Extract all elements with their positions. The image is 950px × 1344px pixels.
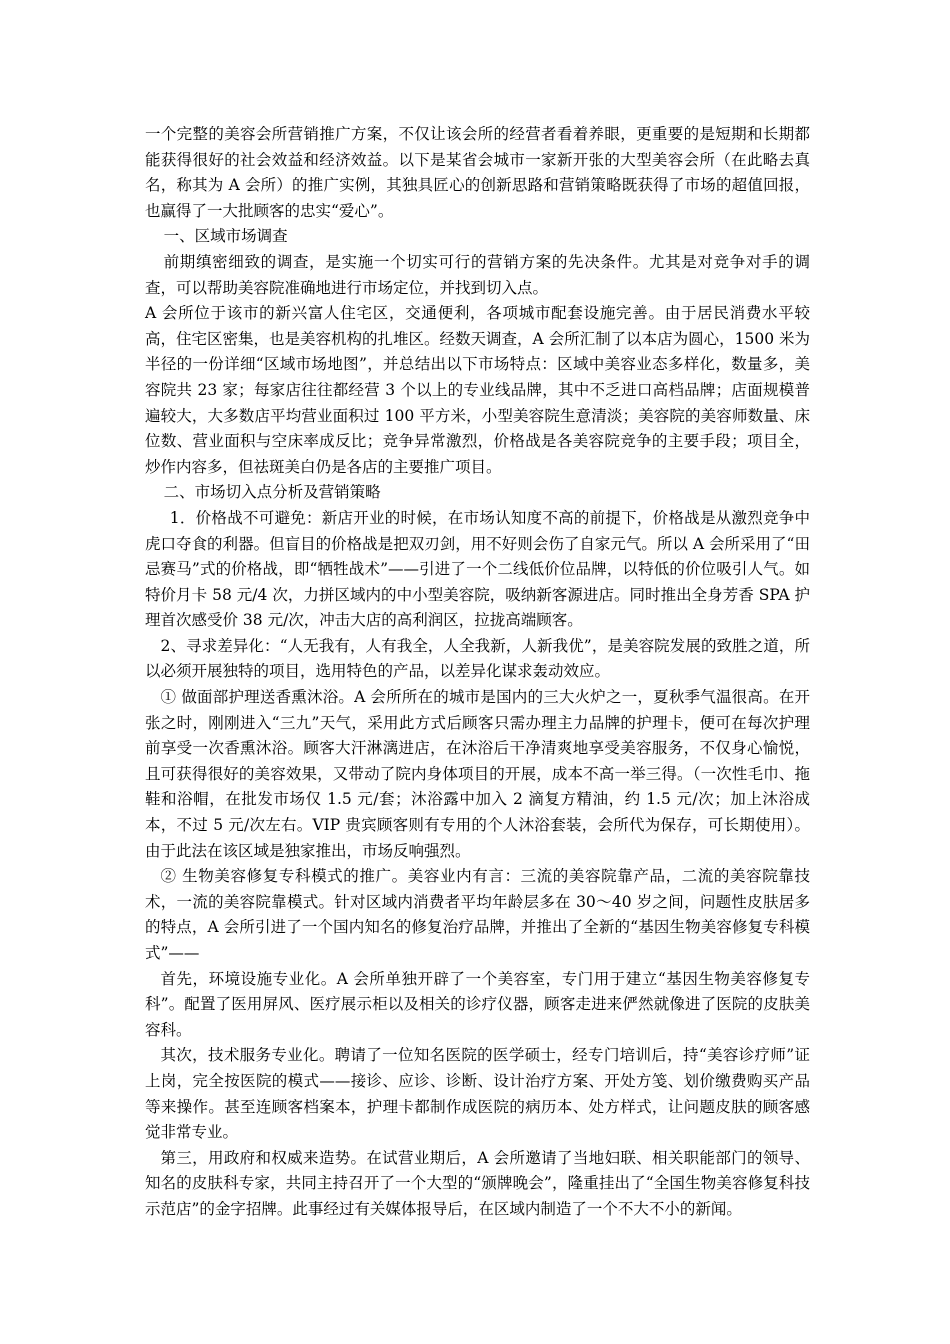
intro-paragraph: 一个完整的美容会所营销推广方案，不仅让该会所的经营者看着养眼，更重要的是短期和长期都能获得很好的社会效益和经济效益。以下是某省会城市一家新开张的大型美容会所（在此略去真名，称其为 A 会所）的推广实例，其独具匠心的创新思路和营销策略既获得了市场的超值回报，也赢得了一大批顾客的忠实“爱心”。 [145,125,810,220]
section-heading-1: 一、区域市场调查 [163,227,288,246]
environment-paragraph: 首先，环境设施专业化。A 会所单独开辟了一个美容室，专门用于建立“基因生物美容修复专科”。配置了医用屏风、医疗展示柜以及相关的诊疗仪器，顾客走进来俨然就像进了医院的皮肤美容科。 [145,969,810,1039]
price-war-paragraph: 1．价格战不可避免：新店开业的时候，在市场认知度不高的前提下，价格战是从激烈竞争中虎口夺食的利器。但盲目的价格战是把双刃剑，用不好则会伤了自家元气。所以 A 会所采用了“田忌赛马”式的价格战，即“牺牲战术”——引进了一个二线低价位品牌，以特低的价位吸引人气。如特价月卡 58 元/4 次，力拼区域内的中小型美容院，吸纳新客源进店。同时推出全身芳香 SPA 护理首次感受价 38 元/次，冲击大店的高利润区，拉拢高端顾客。 [145,508,810,630]
technical-service-paragraph: 其次，技术服务专业化。聘请了一位知名医院的医学硕士，经专门培训后，持“美容诊疗师”证上岗，完全按医院的模式——接诊、应诊、诊断、设计治疗方案、开处方笺、划价缴费购买产品等来操作。甚至连顾客档案本，护理卡都制作成医院的病历本、处方样式，让问题皮肤的顾客感觉非常专业。 [145,1046,810,1142]
market-paragraph: A 会所位于该市的新兴富人住宅区，交通便利，各项城市配套设施完善。由于居民消费水平较高，住宅区密集，也是美容机构的扎堆区。经数天调查，A 会所汇制了以本店为圆心，1500 米为半径的一份详细“区域市场地图”，并总结出以下市场特点：区域中美容业态多样化，数量多，美容院共 23 家；每家店往往都经营 3 个以上的专业线品牌，其中不乏进口高档品牌；店面规模普遍较大，大多数店平均营业面积过 100 平方米，小型美容院生意清淡；美容院的美容师数量、床位数、营业面积与空床率成反比；竞争异常激烈，价格战是各美容院竞争的主要手段；项目全，炒作内容多，但祛斑美白仍是各店的主要推广项目。 [145,304,810,476]
aroma-bath-paragraph: ① 做面部护理送香熏沐浴。A 会所所在的城市是国内的三大火炉之一，夏秋季气温很高。在开张之时，刚刚进入“三九”天气，采用此方式后顾客只需办理主力品牌的护理卡，便可在每次护理前享受一次香熏沐浴。顾客大汗淋漓进店，在沐浴后干净清爽地享受美容服务，不仅身心愉悦，且可获得很好的美容效果，又带动了院内身体项目的开展，成本不高一举三得。（一次性毛巾、拖鞋和浴帽，在批发市场仅 1.5 元/套；沐浴露中加入 2 滴复方精油，约 1.5 元/次；加上沐浴成本，不过 5 元/次左右。VIP 贵宾顾客则有专用的个人沐浴套装，会所代为保存，可长期使用）。由于此法在该区域是独家推出，市场反响强烈。 [145,688,810,860]
government-promotion-paragraph: 第三，用政府和权威来造势。在试营业期后，A 会所邀请了当地妇联、相关职能部门的领导、知名的皮肤科专家，共同主持召开了一个大型的“颁牌晚会”，隆重挂出了“全国生物美容修复科技示范店”的金字招牌。此事经过有关媒体报导后，在区域内制造了一个不大不小的新闻。 [145,1148,810,1218]
section-heading-2: 二、市场切入点分析及营销策略 [163,483,381,502]
survey-paragraph: 前期缜密细致的调查，是实施一个切实可行的营销方案的先决条件。尤其是对竞争对手的调查，可以帮助美容院准确地进行市场定位，并找到切入点。 [145,252,810,297]
document-body [145,122,810,1223]
bio-repair-paragraph: ② 生物美容修复专科模式的推广。美容业内有言：三流的美容院靠产品，二流的美容院靠技术，一流的美容院靠模式。针对区域内消费者平均年龄层多在 30～40 岁之间，问题性皮肤居多的特点，A 会所引进了一个国内知名的修复治疗品牌，并推出了全新的“基因生物美容修复专科模式”—— [145,867,810,962]
differentiation-paragraph: 2、寻求差异化：“人无我有，人有我全，人全我新，人新我优”，是美容院发展的致胜之道，所以必须开展独特的项目，选用特色的产品，以差异化谋求轰动效应。 [145,636,810,681]
